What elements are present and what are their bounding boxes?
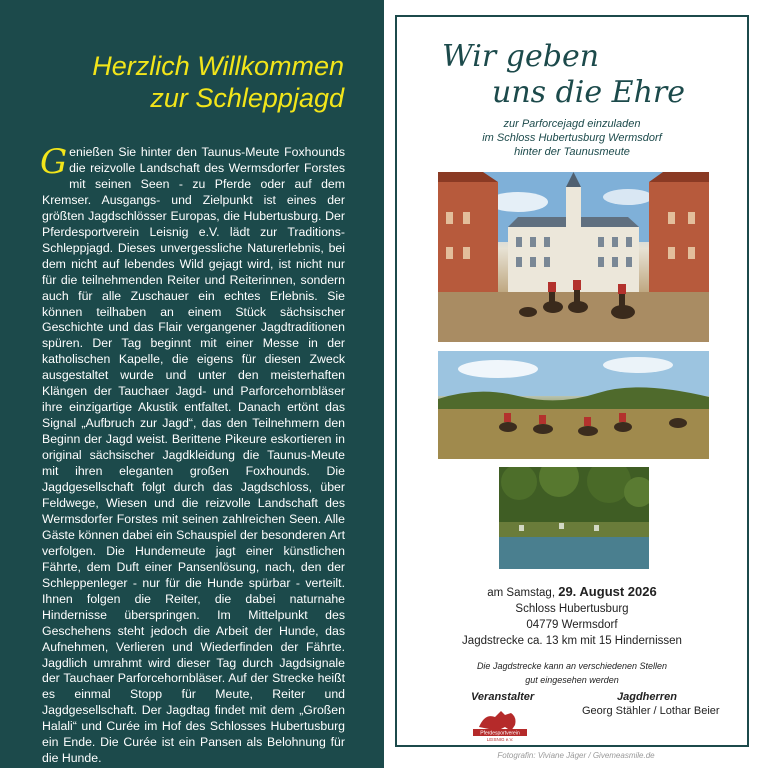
subtitle-line-3: hinter der Taunusmeute (514, 146, 630, 158)
headline-line-2: zur Schleppjagd (150, 83, 344, 113)
organizer-label: Veranstalter (471, 691, 535, 703)
viewing-note (397, 659, 747, 687)
huntsmen-label: Jagdherren (617, 691, 677, 703)
invitation-subtitle (397, 117, 747, 159)
castle-photo-illustration (438, 172, 709, 342)
drop-cap: G (40, 142, 68, 182)
venue: Schloss Hubertusburg (515, 603, 629, 615)
logo-text-top: Pferdesportverein (480, 730, 520, 737)
invitation-title (442, 39, 685, 111)
note-line-1: Die Jagdstrecke kann an verschiedenen Stellen (476, 661, 668, 671)
date-prefix: am Samstag, (487, 587, 556, 599)
invitation-panel (395, 15, 749, 747)
subtitle-line-1: zur Parforcejagd einzuladen (503, 118, 641, 130)
castle-photo (438, 172, 709, 342)
address: 04779 Wermsdorf (526, 619, 618, 631)
huntsmen-names: Georg Stähler / Lothar Beier (582, 705, 720, 717)
title-line-2: uns die Ehre (492, 75, 685, 110)
event-details (397, 584, 747, 649)
field-photo-illustration (438, 351, 709, 459)
title-line-1: Wir geben (442, 39, 600, 74)
field-photo (438, 351, 709, 459)
club-logo (471, 707, 529, 742)
photo-credit: Fotografin: Viviane Jäger / Givemeasmile.de (497, 751, 655, 760)
headline (92, 50, 344, 114)
route-info: Jagdstrecke ca. 13 km mit 15 Hindernissen (462, 635, 682, 647)
event-date: 29. August 2026 (558, 584, 657, 599)
intro-text (40, 142, 345, 767)
subtitle-line-2: im Schloss Hubertusburg Wermsdorf (482, 132, 662, 144)
headline-line-1: Herzlich Willkommen (92, 51, 344, 81)
logo-text-bottom: LEISNIG e.V. (486, 737, 514, 742)
intro-paragraph: enießen Sie hinter den Taunus-Meute Foxhounds die reizvolle Landschaft des Wermsdorfer Forstes mit seinen Seen - zu Pferde oder auf dem Kremser. Ausgangs- und Zielpunkt ist eines der größten Jagdschlösser Europas, die Hubertusburg. Der Pferdesportverein Leisnig e.V. lädt zur Traditions-Schleppjagd. Dieses unvergessliche Naturerlebnis, bei dem nicht auf lebendes Wild gejagt wird, ist nicht nur für die teilnehmenden Reiter und Reiterinnen, sondern auch für alle Zuschauer ein echtes Erlebnis. Sie können teilhaben an einem Stück sächsischer Geschichte und das Flair vergangener Jagdtraditionen spüren. Der Tag beginnt mit einer Messe in der katholischen Kapelle, die eigens für diesen Zweck ausgestaltet wurde und unter den meisterhaften Klängen der Tauchaer Jagd- und Parforcehornbläser ihre einzigartige Akustik entfaltet. Danach ertönt das Signal „Aufbruch zur Jagd“, das den Teilnehmern den Beginn der Jagd weist. Berittene Pikeure eskortieren in original sächsischer Jagdkleidung die Taunus-Meute mit ihren eleganten großen Foxhounds. Die Jagdgesellschaft folgt durch das Jagdschloss, über Feldwege, Wiesen und die reizvolle Landschaft des Wermsdorfer Forstes mit seinen zahlreichen Seen. Alle Gäste können dabei ein Schauspiel der besonderen Art verfolgen. Die Hundemeute jagt einer künstlichen Fährte, dem Duft einer Pansenlösung, nach, den der Schleppenleger - nur für die Hunde spürbar - verteilt. Ihnen folgen die Reiter, die dabei naturnahe Hindernisse überspringen. Im Mittelpunkt des Geschehens steht jedoch die Arbeit der Hunde, das Aufnehmen, Verlieren und Wiederfinden der Fährte. Jagdlich umrahmt wird dieser Tag durch Jagdsignale der Tauchaer Parforcehornbläser. Auf der Strecke heißt es einmal Stopp für Meute, Reiter und Jagdgesellschaft. Der Jagdtag findet mit dem „Großen Halali“ und Curée im Hof des Schlosses Hubertusburg ein Ende. Die Curée ist ein Pansen als Belohnung für die Hunde. (42, 145, 345, 766)
lake-photo (499, 467, 649, 569)
lake-photo-illustration (499, 467, 649, 569)
note-line-2: gut eingesehen werden (525, 675, 619, 685)
date-line (397, 584, 747, 601)
